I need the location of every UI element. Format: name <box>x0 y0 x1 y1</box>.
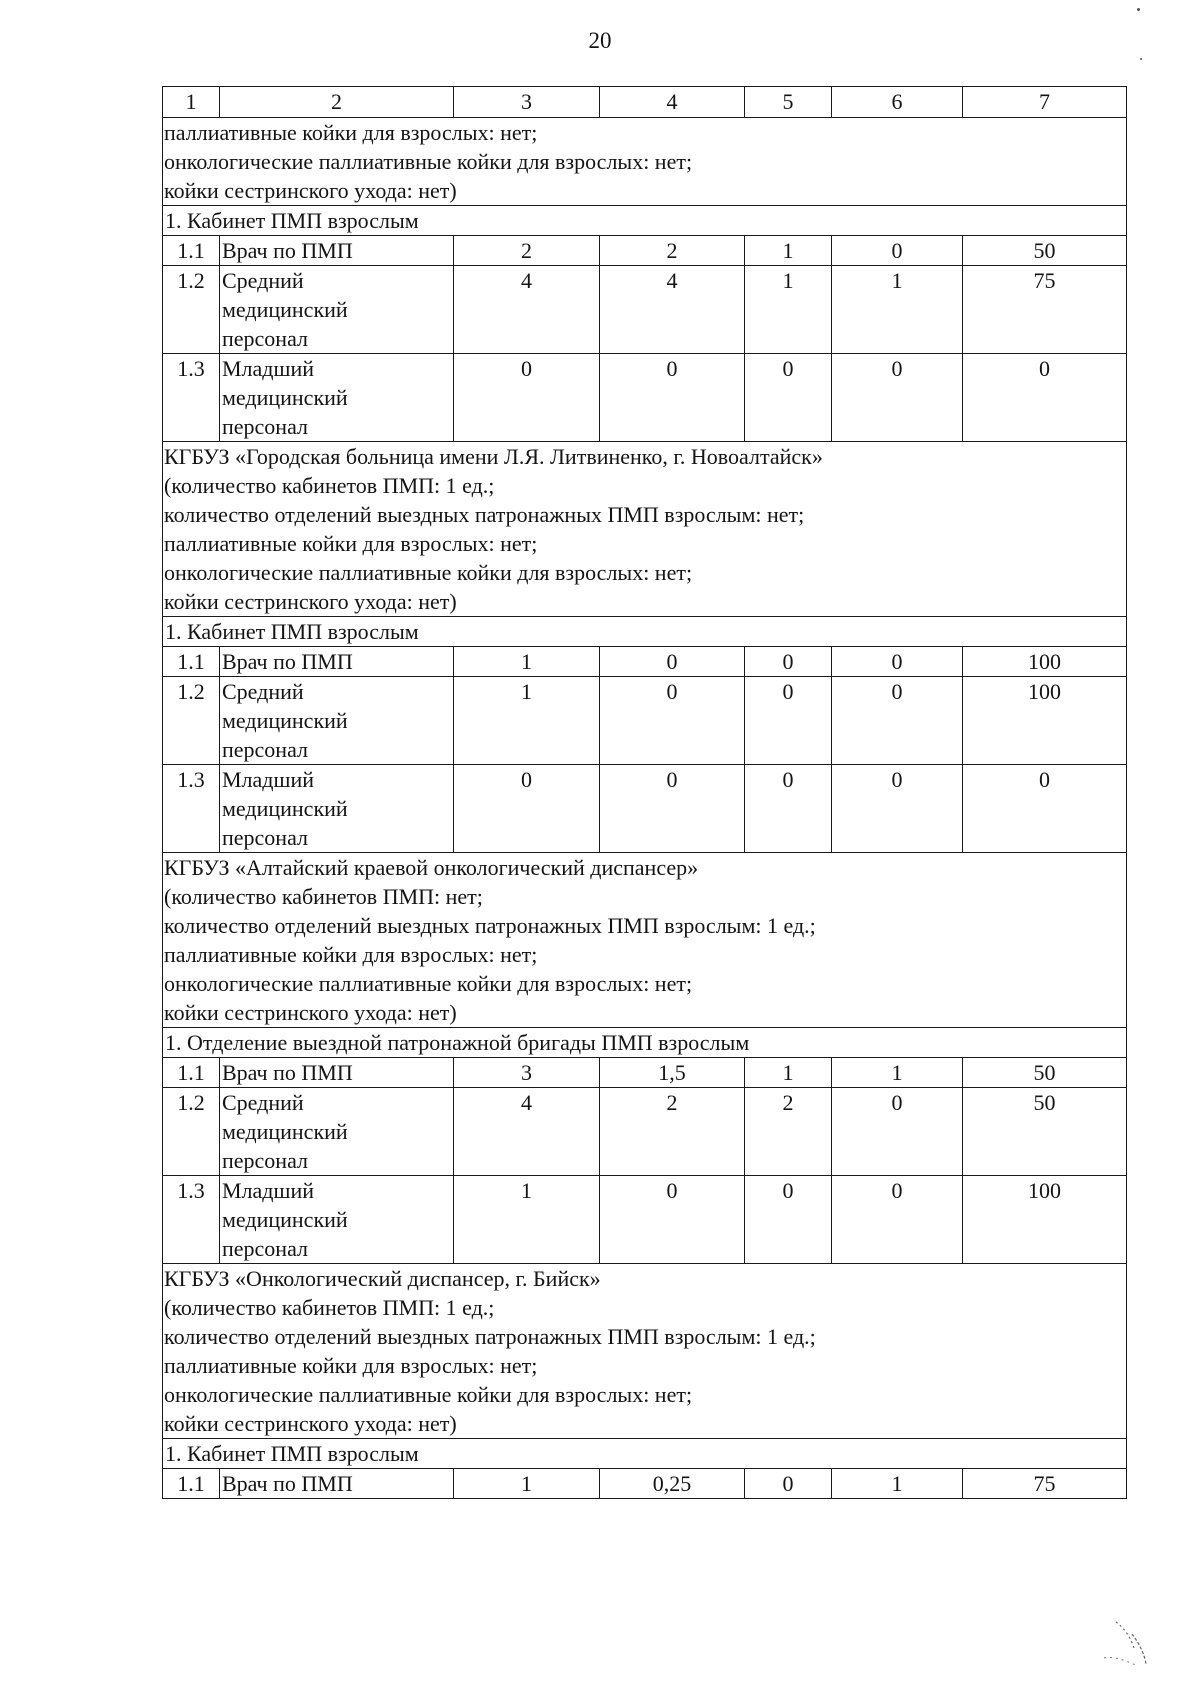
institution-note-line: койки сестринского ухода: нет) <box>164 178 457 203</box>
value-cell: 1 <box>454 1469 600 1499</box>
institution-note-line: койки сестринского ухода: нет) <box>164 1411 457 1436</box>
table-row <box>163 647 1127 677</box>
institution-note-line: койки сестринского ухода: нет) <box>164 1000 457 1025</box>
value-cell: 0 <box>963 354 1127 442</box>
column-number-cell: 1 <box>163 87 220 118</box>
value-cell: 0 <box>745 354 832 442</box>
institution-note-line: паллиативные койки для взрослых: нет; <box>164 942 538 967</box>
institution-note-line: КГБУЗ «Онкологический диспансер, г. Бийск» <box>164 1266 601 1291</box>
section-title: 1. Кабинет ПМП взрослым <box>163 206 1127 236</box>
value-cell: 4 <box>600 266 745 354</box>
position-cell <box>220 677 454 765</box>
institution-note-cell <box>163 1264 1127 1439</box>
position-line: персонал <box>222 326 309 351</box>
position-line: персонал <box>222 1236 309 1261</box>
value-cell: 2 <box>600 236 745 266</box>
value-cell: 0 <box>454 354 600 442</box>
institution-note-line: количество отделений выездных патронажных ПМП взрослым: нет; <box>164 502 805 527</box>
column-number-cell: 6 <box>832 87 963 118</box>
section-title: 1. Кабинет ПМП взрослым <box>163 617 1127 647</box>
position-cell <box>220 1088 454 1176</box>
table-row <box>163 1469 1127 1499</box>
value-cell: 0,25 <box>600 1469 745 1499</box>
table-row <box>163 236 1127 266</box>
value-cell: 50 <box>963 236 1127 266</box>
value-cell: 1 <box>745 266 832 354</box>
value-cell: 0 <box>745 1469 832 1499</box>
value-cell: 0 <box>600 647 745 677</box>
value-cell: 1 <box>745 1058 832 1088</box>
value-cell: 4 <box>454 1088 600 1176</box>
institution-note-cell <box>163 118 1127 206</box>
position-cell <box>220 1176 454 1264</box>
position-line: персонал <box>222 414 309 439</box>
institution-note-cell <box>163 853 1127 1028</box>
position-line: Младший <box>222 356 314 381</box>
institution-note-line: (количество кабинетов ПМП: нет; <box>164 884 483 909</box>
section-row <box>163 617 1127 647</box>
value-cell: 0 <box>832 677 963 765</box>
section-row <box>163 1439 1127 1469</box>
value-cell: 0 <box>832 765 963 853</box>
position-line: Средний <box>222 1090 304 1115</box>
table-row <box>163 1088 1127 1176</box>
value-cell: 0 <box>832 236 963 266</box>
position-line: медицинский <box>222 708 348 733</box>
column-number-cell: 2 <box>220 87 454 118</box>
value-cell: 3 <box>454 1058 600 1088</box>
institution-note-cell <box>163 442 1127 617</box>
row-index-cell: 1.1 <box>163 647 220 677</box>
staffing-table <box>162 86 1127 1499</box>
institution-note-line: КГБУЗ «Алтайский краевой онкологический диспансер» <box>164 855 699 880</box>
scan-speck <box>1137 8 1140 11</box>
position-cell <box>220 1469 454 1499</box>
value-cell: 4 <box>454 266 600 354</box>
institution-note-row <box>163 442 1127 617</box>
value-cell: 0 <box>600 677 745 765</box>
value-cell: 1 <box>832 266 963 354</box>
position-cell <box>220 647 454 677</box>
scan-mark-graphic <box>1094 1614 1164 1674</box>
table-row <box>163 266 1127 354</box>
position-line: медицинский <box>222 1119 348 1144</box>
position-cell <box>220 1058 454 1088</box>
position-cell <box>220 236 454 266</box>
position-line: персонал <box>222 1148 309 1173</box>
value-cell: 0 <box>745 677 832 765</box>
institution-note-line: онкологические паллиативные койки для взрослых: нет; <box>164 1382 693 1407</box>
value-cell: 2 <box>454 236 600 266</box>
column-number-row <box>163 87 1127 118</box>
row-index-cell: 1.2 <box>163 677 220 765</box>
value-cell: 0 <box>832 1088 963 1176</box>
column-number-cell: 7 <box>963 87 1127 118</box>
position-line: персонал <box>222 825 309 850</box>
row-index-cell: 1.3 <box>163 765 220 853</box>
table-row <box>163 765 1127 853</box>
row-index-cell: 1.2 <box>163 266 220 354</box>
position-line: Врач по ПМП <box>222 238 353 263</box>
value-cell: 1 <box>454 677 600 765</box>
institution-note-line: онкологические паллиативные койки для взрослых: нет; <box>164 560 693 585</box>
column-number-cell: 4 <box>600 87 745 118</box>
position-line: Младший <box>222 767 314 792</box>
position-line: Средний <box>222 268 304 293</box>
row-index-cell: 1.1 <box>163 1469 220 1499</box>
section-row <box>163 1028 1127 1058</box>
column-number-cell: 5 <box>745 87 832 118</box>
value-cell: 75 <box>963 266 1127 354</box>
value-cell: 1 <box>832 1058 963 1088</box>
institution-note-line: количество отделений выездных патронажных ПМП взрослым: 1 ед.; <box>164 1324 816 1349</box>
value-cell: 0 <box>454 765 600 853</box>
value-cell: 1,5 <box>600 1058 745 1088</box>
value-cell: 0 <box>745 1176 832 1264</box>
value-cell: 75 <box>963 1469 1127 1499</box>
position-line: Средний <box>222 679 304 704</box>
institution-note-row <box>163 1264 1127 1439</box>
row-index-cell: 1.3 <box>163 1176 220 1264</box>
value-cell: 0 <box>963 765 1127 853</box>
value-cell: 1 <box>745 236 832 266</box>
position-line: Врач по ПМП <box>222 649 353 674</box>
position-cell <box>220 354 454 442</box>
value-cell: 0 <box>745 765 832 853</box>
column-number-cell: 3 <box>454 87 600 118</box>
value-cell: 100 <box>963 647 1127 677</box>
table-row <box>163 1176 1127 1264</box>
table-row <box>163 677 1127 765</box>
institution-note-line: КГБУЗ «Городская больница имени Л.Я. Литвиненко, г. Новоалтайск» <box>164 444 823 469</box>
institution-note-line: количество отделений выездных патронажных ПМП взрослым: 1 ед.; <box>164 913 816 938</box>
row-index-cell: 1.3 <box>163 354 220 442</box>
section-title: 1. Кабинет ПМП взрослым <box>163 1439 1127 1469</box>
value-cell: 1 <box>454 1176 600 1264</box>
row-index-cell: 1.1 <box>163 1058 220 1088</box>
table-row <box>163 354 1127 442</box>
institution-note-row <box>163 118 1127 206</box>
table-body <box>163 87 1127 1499</box>
institution-note-line: (количество кабинетов ПМП: 1 ед.; <box>164 1295 495 1320</box>
value-cell: 0 <box>600 1176 745 1264</box>
position-line: медицинский <box>222 297 348 322</box>
value-cell: 0 <box>832 354 963 442</box>
institution-note-line: койки сестринского ухода: нет) <box>164 589 457 614</box>
value-cell: 2 <box>600 1088 745 1176</box>
row-index-cell: 1.2 <box>163 1088 220 1176</box>
position-line: медицинский <box>222 796 348 821</box>
value-cell: 1 <box>454 647 600 677</box>
position-cell <box>220 266 454 354</box>
value-cell: 100 <box>963 677 1127 765</box>
position-line: Младший <box>222 1178 314 1203</box>
institution-note-line: паллиативные койки для взрослых: нет; <box>164 531 538 556</box>
position-cell <box>220 765 454 853</box>
value-cell: 0 <box>600 765 745 853</box>
institution-note-line: онкологические паллиативные койки для взрослых: нет; <box>164 149 693 174</box>
position-line: медицинский <box>222 385 348 410</box>
row-index-cell: 1.1 <box>163 236 220 266</box>
institution-note-row <box>163 853 1127 1028</box>
position-line: Врач по ПМП <box>222 1060 353 1085</box>
value-cell: 100 <box>963 1176 1127 1264</box>
position-line: медицинский <box>222 1207 348 1232</box>
section-title: 1. Отделение выездной патронажной бригады ПМП взрослым <box>163 1028 1127 1058</box>
page-number: 20 <box>588 28 612 53</box>
value-cell: 0 <box>832 1176 963 1264</box>
scan-speck <box>1140 58 1142 60</box>
section-row <box>163 206 1127 236</box>
institution-note-line: (количество кабинетов ПМП: 1 ед.; <box>164 473 495 498</box>
value-cell: 50 <box>963 1088 1127 1176</box>
value-cell: 1 <box>832 1469 963 1499</box>
value-cell: 0 <box>745 647 832 677</box>
value-cell: 0 <box>832 647 963 677</box>
value-cell: 50 <box>963 1058 1127 1088</box>
table-row <box>163 1058 1127 1088</box>
institution-note-line: паллиативные койки для взрослых: нет; <box>164 1353 538 1378</box>
institution-note-line: паллиативные койки для взрослых: нет; <box>164 120 538 145</box>
position-line: Врач по ПМП <box>222 1471 353 1496</box>
value-cell: 2 <box>745 1088 832 1176</box>
position-line: персонал <box>222 737 309 762</box>
institution-note-line: онкологические паллиативные койки для взрослых: нет; <box>164 971 693 996</box>
value-cell: 0 <box>600 354 745 442</box>
